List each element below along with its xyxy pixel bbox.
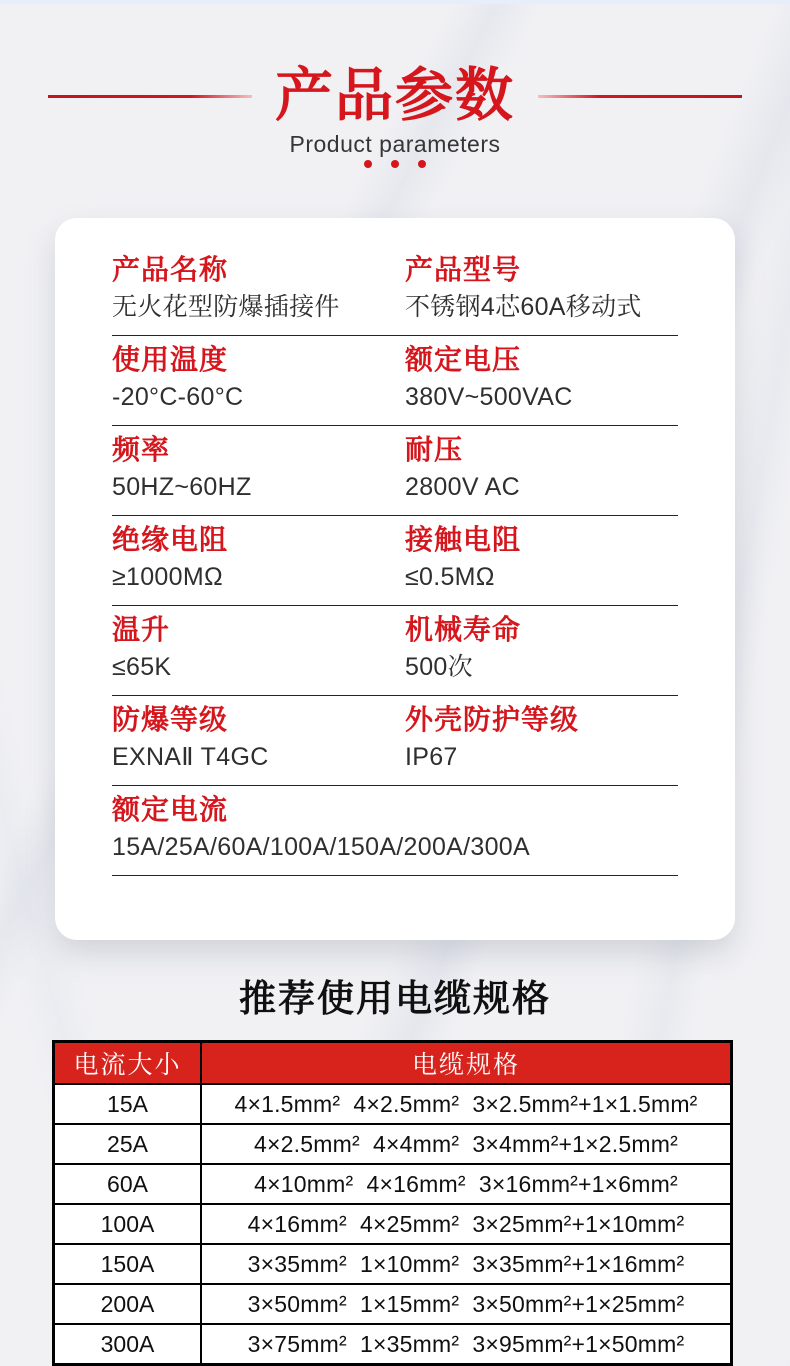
- params-card: [55, 218, 735, 940]
- param-cell: [112, 344, 405, 412]
- param-value: ≤65K: [112, 652, 172, 681]
- col-header-spec: 电缆规格: [201, 1042, 732, 1085]
- cable-current-cell: 200A: [54, 1284, 202, 1324]
- param-cell: [405, 254, 678, 322]
- param-value: 无火花型防爆插接件: [112, 293, 340, 322]
- cable-current-cell: 150A: [54, 1244, 202, 1284]
- cable-spec-cell: 4×10mm² 4×16mm² 3×16mm²+1×6mm²: [201, 1164, 732, 1204]
- dot-icon: [364, 160, 372, 168]
- dot-icon: [391, 160, 399, 168]
- param-cell: [405, 524, 678, 592]
- cable-row: [54, 1084, 732, 1124]
- param-label: 防爆等级: [112, 703, 229, 735]
- cable-row: [54, 1164, 732, 1204]
- param-row: [112, 246, 678, 336]
- param-value: IP67: [405, 742, 458, 771]
- cable-section-title: 推荐使用电缆规格: [239, 978, 551, 1019]
- param-label: 机械寿命: [405, 613, 522, 645]
- param-cell: [405, 434, 678, 502]
- param-label: 使用温度: [112, 343, 229, 375]
- top-strip: [0, 0, 790, 4]
- param-cell: [112, 434, 405, 502]
- param-cell: [112, 254, 405, 322]
- col-header-current: 电流大小: [54, 1042, 202, 1085]
- param-value: 15A/25A/60A/100A/150A/200A/300A: [112, 832, 530, 861]
- param-cell: [112, 794, 678, 862]
- param-row: [112, 606, 678, 696]
- cable-row: [54, 1284, 732, 1324]
- cable-spec-cell: 4×1.5mm² 4×2.5mm² 3×2.5mm²+1×1.5mm²: [201, 1084, 732, 1124]
- param-label: 外壳防护等级: [405, 703, 580, 735]
- cable-current-cell: 60A: [54, 1164, 202, 1204]
- param-label: 额定电流: [112, 793, 229, 825]
- page-title: 产品参数: [274, 63, 515, 128]
- param-row: [112, 696, 678, 786]
- title-dots: [0, 160, 790, 168]
- param-value: 380V~500VAC: [405, 383, 573, 412]
- cable-table-body: [54, 1084, 732, 1365]
- cable-spec-cell: 4×16mm² 4×25mm² 3×25mm²+1×10mm²: [201, 1204, 732, 1244]
- param-value: ≤0.5MΩ: [405, 563, 495, 591]
- cable-header-row: [54, 1042, 732, 1085]
- param-label: 温升: [112, 613, 171, 645]
- dot-icon: [418, 160, 426, 168]
- param-label: 产品名称: [112, 254, 229, 285]
- param-value: 不锈钢4芯60A移动式: [405, 293, 642, 322]
- param-cell: [405, 344, 678, 412]
- param-value: 2800V AC: [405, 473, 520, 502]
- title-line-right: [538, 95, 742, 98]
- cable-spec-cell: 3×35mm² 1×10mm² 3×35mm²+1×16mm²: [201, 1244, 732, 1284]
- param-label: 频率: [112, 433, 171, 465]
- cable-spec-cell: 4×2.5mm² 4×4mm² 3×4mm²+1×2.5mm²: [201, 1124, 732, 1164]
- cable-row: [54, 1324, 732, 1365]
- cable-row: [54, 1244, 732, 1284]
- param-cell: [112, 524, 405, 592]
- header: [0, 63, 790, 128]
- param-row: [112, 786, 678, 876]
- param-value: 500次: [405, 652, 473, 681]
- cable-row: [54, 1204, 732, 1244]
- param-value: EXNAⅡ T4GC: [112, 742, 269, 771]
- cable-current-cell: 25A: [54, 1124, 202, 1164]
- cable-current-cell: 300A: [54, 1324, 202, 1365]
- cable-spec-cell: 3×50mm² 1×15mm² 3×50mm²+1×25mm²: [201, 1284, 732, 1324]
- cable-spec-cell: 3×75mm² 1×35mm² 3×95mm²+1×50mm²: [201, 1324, 732, 1365]
- param-cell: [405, 704, 678, 772]
- param-cell: [405, 614, 678, 682]
- page-subtitle: Product parameters: [289, 131, 501, 157]
- param-value: ≥1000MΩ: [112, 563, 223, 591]
- param-cell: [112, 614, 405, 682]
- cable-current-cell: 100A: [54, 1204, 202, 1244]
- param-label: 产品型号: [405, 254, 522, 285]
- cable-current-cell: 15A: [54, 1084, 202, 1124]
- param-cell: [112, 704, 405, 772]
- param-label: 接触电阻: [405, 523, 522, 555]
- param-value: 50HZ~60HZ: [112, 473, 252, 502]
- param-row: [112, 516, 678, 606]
- cable-row: [54, 1124, 732, 1164]
- param-label: 绝缘电阻: [112, 523, 229, 555]
- param-label: 耐压: [405, 433, 464, 465]
- param-row: [112, 426, 678, 516]
- cable-table-head: [54, 1042, 732, 1085]
- param-label: 额定电压: [405, 343, 522, 375]
- param-value: -20°C-60°C: [112, 383, 244, 412]
- cable-table: [52, 1040, 733, 1366]
- title-line-left: [48, 95, 252, 98]
- param-row: [112, 336, 678, 426]
